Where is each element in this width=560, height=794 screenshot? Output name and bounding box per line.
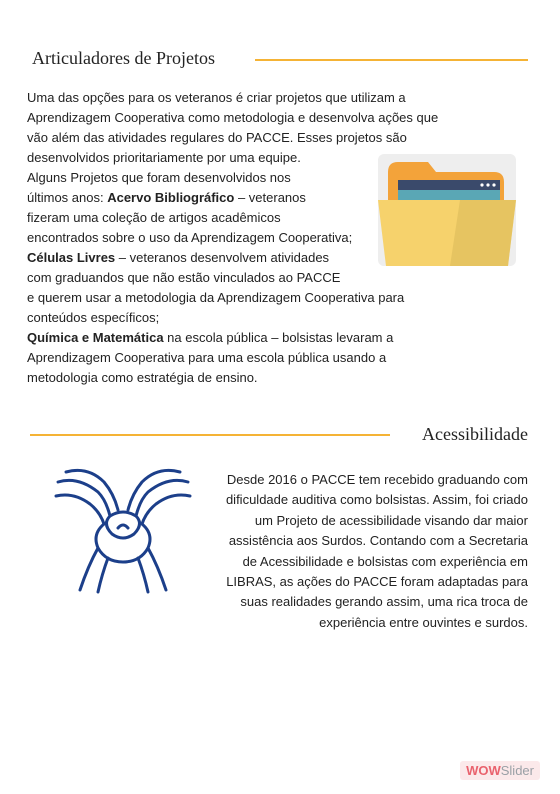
text-segment: e querem usar a metodologia da Aprendizagem Cooperativa para <box>27 290 405 305</box>
text-line: um Projeto de acessibilidade visando dar maior <box>254 512 528 528</box>
text-segment: Aprendizagem Cooperativa para uma escola pública usando a <box>27 350 387 365</box>
sign-language-hands-icon <box>48 462 198 602</box>
project-name: Acervo Bibliográfico <box>107 190 235 205</box>
text-line <box>27 128 467 148</box>
text-line <box>27 308 467 328</box>
section-title-articuladores: Articuladores de Projetos <box>32 48 215 68</box>
text-segment: metodologia como estratégia de ensino. <box>27 370 258 385</box>
text-segment: fizeram uma coleção de artigos acadêmicos <box>27 210 281 225</box>
text-segment: com graduandos que não estão vinculados ao PACCE <box>27 270 341 285</box>
text-line: assistência aos Surdos. Contando com a Secretaria <box>228 533 528 549</box>
watermark-part2: Slider <box>500 763 534 778</box>
text-line <box>27 88 467 108</box>
text-line: dificuldade auditiva como bolsistas. Assim, foi criado <box>225 492 528 508</box>
text-segment: conteúdos específicos; <box>27 310 160 325</box>
text-segment: encontrados sobre o uso da Aprendizagem Cooperativa; <box>27 230 353 245</box>
text-line: Desde 2016 o PACCE tem recebido graduando com <box>226 472 528 487</box>
text-line <box>27 288 467 308</box>
text-line: de Acessibilidade e bolsistas com experiência em <box>242 553 528 569</box>
text-segment: Alguns Projetos que foram desenvolvidos nos <box>27 170 291 185</box>
title-divider-left <box>30 434 390 436</box>
section-body-acessibilidade <box>198 470 528 633</box>
text-segment: Uma das opções para os veteranos é criar projetos que utilizam a <box>27 90 406 105</box>
section-title-acessibilidade: Acessibilidade <box>422 424 528 444</box>
watermark-part1: WOW <box>466 763 501 778</box>
project-name: Células Livres <box>27 250 116 265</box>
text-segment: desenvolvidos prioritariamente por uma equipe. <box>27 150 301 165</box>
text-line: experiência entre ouvintes e surdos. <box>319 614 528 630</box>
project-name: Química e Matemática <box>27 330 164 345</box>
text-line: suas realidades gerando assim, uma rica troca de <box>240 594 528 610</box>
text-segment: – veteranos desenvolvem atividades <box>115 250 330 265</box>
title-divider-right <box>255 59 528 61</box>
text-line <box>27 328 467 348</box>
text-line: LIBRAS, as ações do PACCE foram adaptadas para <box>226 574 528 590</box>
text-segment: Aprendizagem Cooperativa como metodologia e desenvolva ações que <box>27 110 439 125</box>
folder-icon <box>372 148 522 272</box>
wowslider-watermark[interactable] <box>460 761 540 780</box>
text-segment: vão além das atividades regulares do PACCE. Esses projetos são <box>27 130 407 145</box>
text-segment: na escola pública – bolsistas levaram a <box>163 330 394 345</box>
text-segment: últimos anos: <box>27 190 108 205</box>
text-segment: – veteranos <box>234 190 306 205</box>
text-line <box>27 368 467 388</box>
text-line <box>27 348 467 368</box>
text-line <box>27 108 467 128</box>
